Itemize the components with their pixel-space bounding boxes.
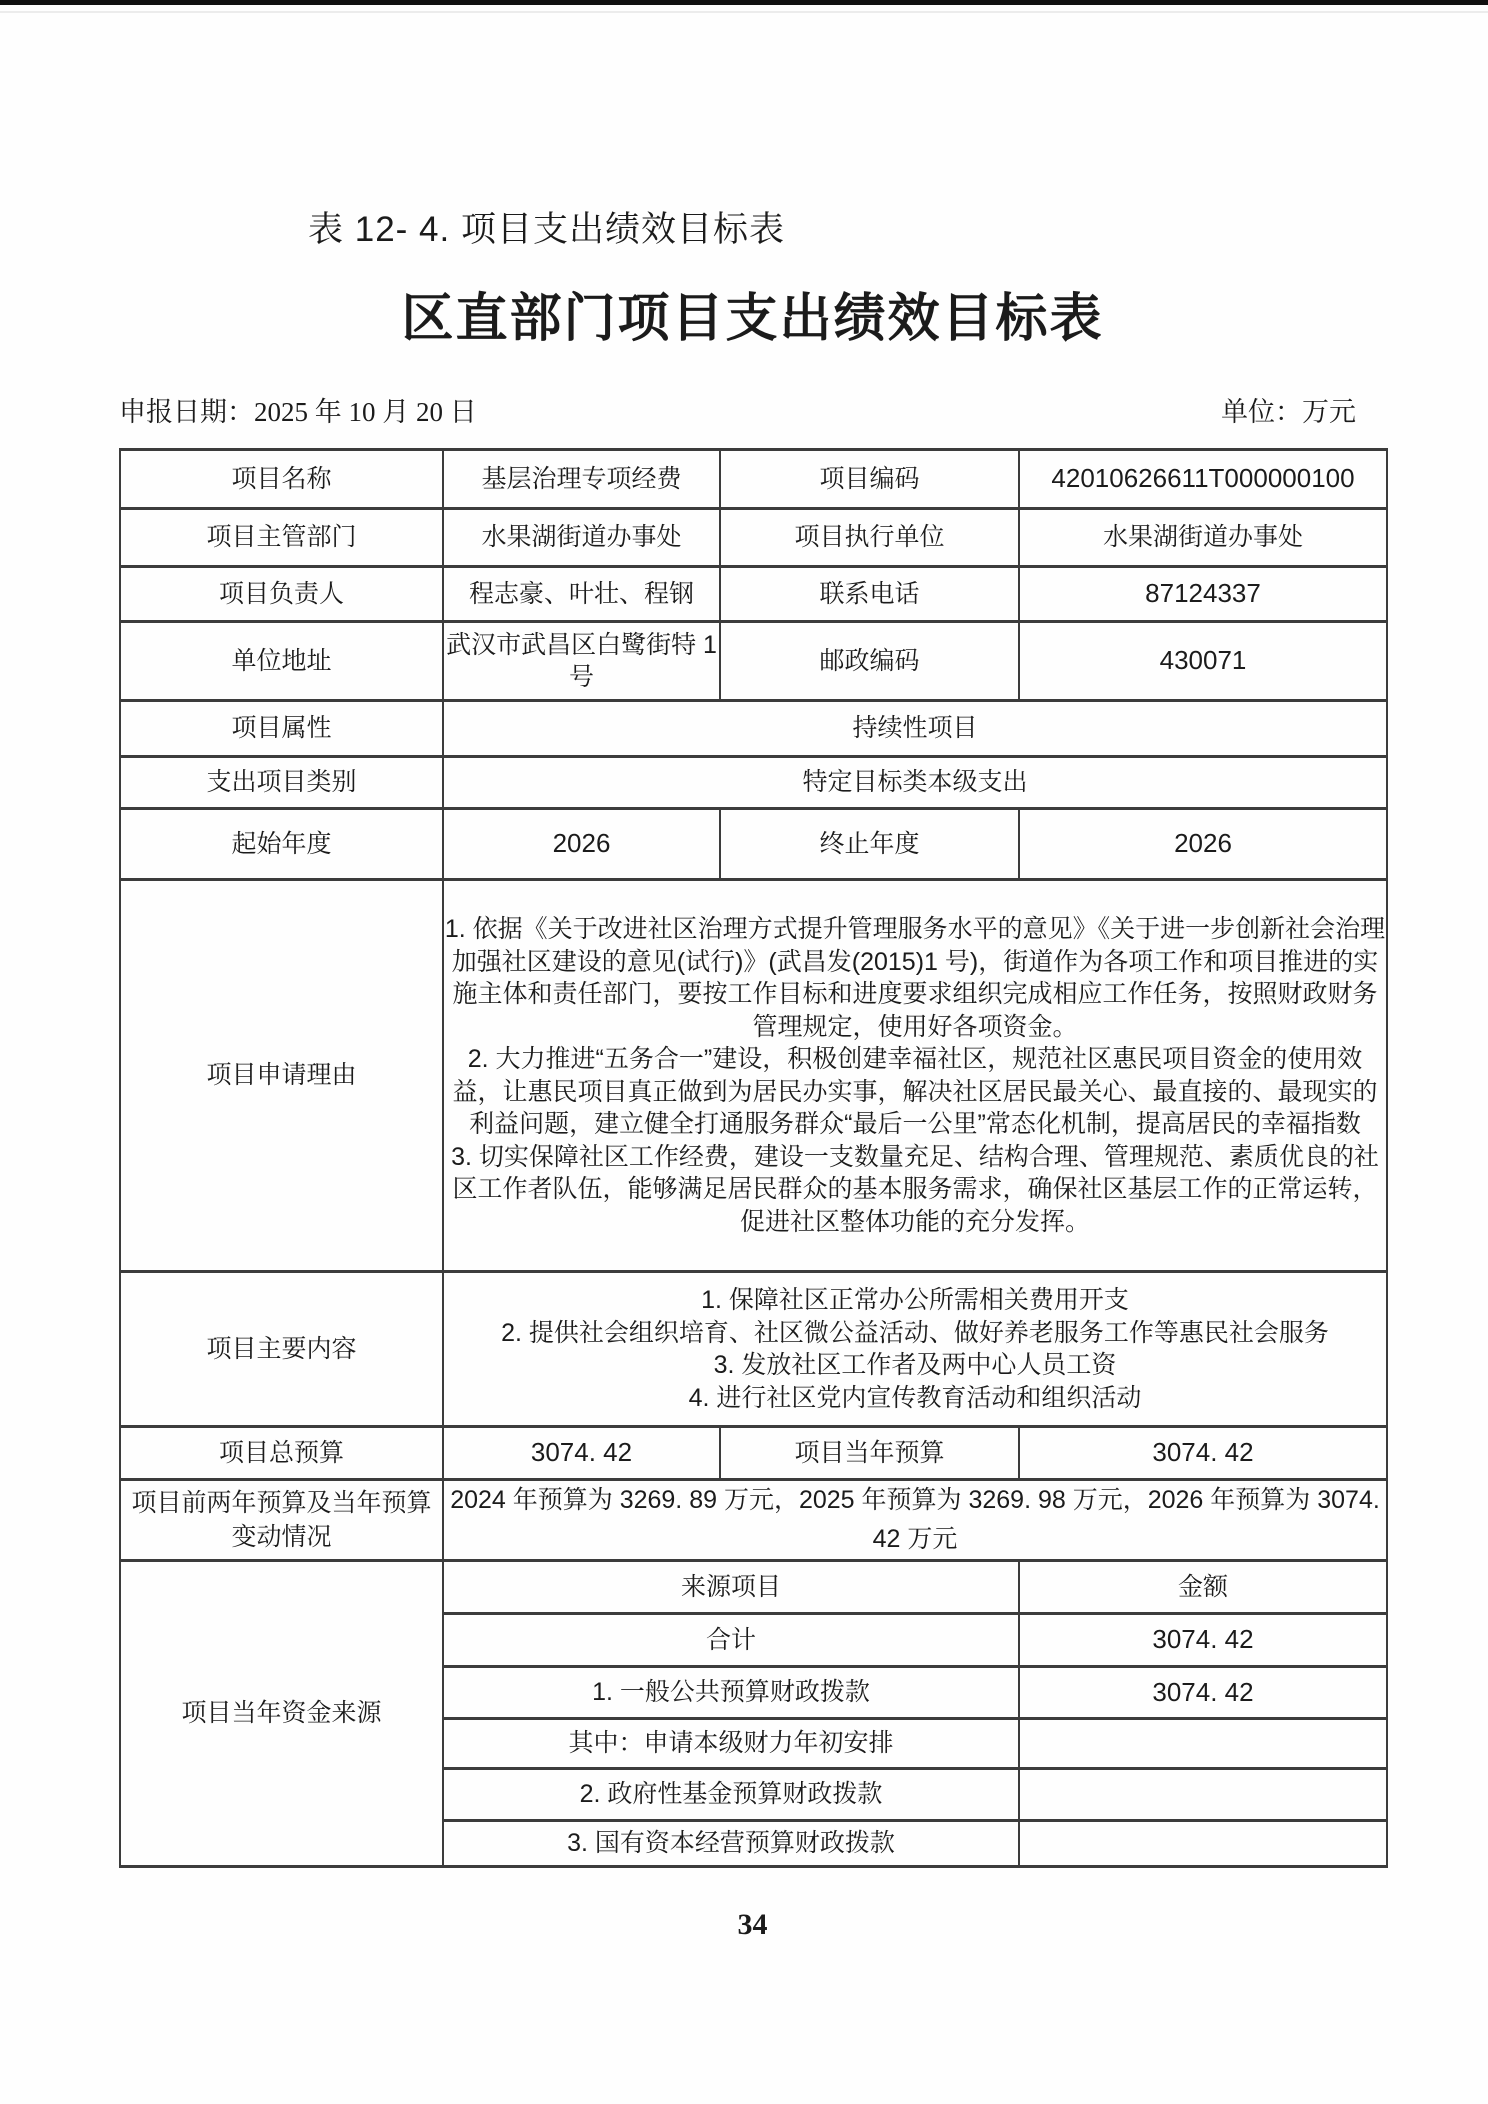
table-row <box>120 450 1387 509</box>
project-name-label: 项目名称 <box>120 450 443 509</box>
scan-top-shadow <box>0 11 1488 13</box>
dept-label: 项目主管部门 <box>120 509 443 567</box>
exec-unit-label: 项目执行单位 <box>720 509 1019 567</box>
table-row <box>120 567 1387 622</box>
reason-paragraph: 1. 依据《关于改进社区治理方式提升管理服务水平的意见》《关于进一步创新社会治理加强社区建设的意见(试行)》(武昌发(2015)1 号)，街道作为各项工作和项目推进的实施主体和责任部门，要按工作目标和进度要求组织完成相应工作任务，按照财政财务管理规定，使用好各项资金。 <box>444 915 1386 1041</box>
end-year-value: 2026 <box>1019 809 1387 880</box>
reason-paragraph: 2. 大力推进“五务合一”建设，积极创建幸福社区，规范社区惠民项目资金的使用效益，让惠民项目真正做到为居民办实事，解决社区居民最关心、最直接的、最现实的利益问题，建立健全打通服务群众“最后一公里”常态化机制，提高居民的幸福指数 <box>452 1045 1378 1138</box>
attribute-label: 项目属性 <box>120 701 443 757</box>
content-item: 1. 保障社区正常办公所需相关费用开支 <box>701 1286 1129 1314</box>
end-year-label: 终止年度 <box>720 809 1019 880</box>
funding-source-header: 来源项目 <box>443 1561 1019 1614</box>
table-row <box>120 1427 1387 1480</box>
funding-amount-item <box>1019 1719 1387 1769</box>
phone-label: 联系电话 <box>720 567 1019 622</box>
category-value: 特定目标类本级支出 <box>443 757 1387 809</box>
table-row <box>120 757 1387 809</box>
budget-total-value: 3074. 42 <box>443 1427 720 1480</box>
budget-total-label: 项目总预算 <box>120 1427 443 1480</box>
table-caption: 表 12- 4. 项目支出绩效目标表 <box>308 210 785 249</box>
reason-content <box>443 880 1387 1272</box>
unit-note: 单位：万元 <box>1221 397 1356 427</box>
project-name-value: 基层治理专项经费 <box>443 450 720 509</box>
page-number: 34 <box>737 1908 768 1941</box>
funding-amount-item <box>1019 1821 1387 1867</box>
meta-row <box>119 390 1386 429</box>
funding-amount-total: 3074. 42 <box>1019 1614 1387 1667</box>
funding-label: 项目当年资金来源 <box>120 1561 443 1867</box>
attribute-value: 持续性项目 <box>443 701 1387 757</box>
table-row <box>120 880 1387 1272</box>
funding-source-item: 1. 一般公共预算财政拨款 <box>443 1667 1019 1719</box>
leader-value: 程志豪、叶壮、程钢 <box>443 567 720 622</box>
start-year-label: 起始年度 <box>120 809 443 880</box>
funding-source-total: 合计 <box>443 1614 1019 1667</box>
category-label: 支出项目类别 <box>120 757 443 809</box>
postcode-label: 邮政编码 <box>720 622 1019 701</box>
content-item: 3. 发放社区工作者及两中心人员工资 <box>713 1351 1117 1379</box>
funding-source-item: 其中：申请本级财力年初安排 <box>443 1719 1019 1769</box>
table-row <box>120 1272 1387 1427</box>
address-label: 单位地址 <box>120 622 443 701</box>
budget-current-label: 项目当年预算 <box>720 1427 1019 1480</box>
address-value: 武汉市武昌区白鹭街特 1 号 <box>443 622 720 701</box>
table-row <box>120 1561 1387 1614</box>
funding-amount-item <box>1019 1769 1387 1821</box>
budget-history-label: 项目前两年预算及当年预算变动情况 <box>120 1480 443 1561</box>
project-code-label: 项目编码 <box>720 450 1019 509</box>
phone-value: 87124337 <box>1019 567 1387 622</box>
table-row <box>120 809 1387 880</box>
scan-top-edge <box>0 0 1488 5</box>
table-row <box>120 701 1387 757</box>
dept-value: 水果湖街道办事处 <box>443 509 720 567</box>
postcode-value: 430071 <box>1019 622 1387 701</box>
content-label: 项目主要内容 <box>120 1272 443 1427</box>
budget-history-value: 2024 年预算为 3269. 89 万元，2025 年预算为 3269. 98 万元，2026 年预算为 3074. 42 万元 <box>443 1480 1387 1561</box>
table-row <box>120 1480 1387 1561</box>
funding-source-item: 3. 国有资本经营预算财政拨款 <box>443 1821 1019 1867</box>
table-row <box>120 509 1387 567</box>
start-year-value: 2026 <box>443 809 720 880</box>
exec-unit-value: 水果湖街道办事处 <box>1019 509 1387 567</box>
budget-current-value: 3074. 42 <box>1019 1427 1387 1480</box>
reason-label: 项目申请理由 <box>120 880 443 1272</box>
funding-source-item: 2. 政府性基金预算财政拨款 <box>443 1769 1019 1821</box>
content-items <box>443 1272 1387 1427</box>
leader-label: 项目负责人 <box>120 567 443 622</box>
funding-amount-item: 3074. 42 <box>1019 1667 1387 1719</box>
content-item: 4. 进行社区党内宣传教育活动和组织活动 <box>688 1383 1142 1412</box>
declare-date: 申报日期：2025 年 10 月 20 日 <box>119 397 477 427</box>
page-title: 区直部门项目支出绩效目标表 <box>401 290 1104 348</box>
project-code-value: 42010626611T000000100 <box>1019 450 1387 509</box>
content-item: 2. 提供社会组织培育、社区微公益活动、做好养老服务工作等惠民社会服务 <box>501 1318 1329 1347</box>
table-row <box>120 622 1387 701</box>
performance-target-table <box>119 448 1388 1868</box>
reason-paragraph: 3. 切实保障社区工作经费，建设一支数量充足、结构合理、管理规范、素质优良的社区工作者队伍，能够满足居民群众的基本服务需求，确保社区基层工作的正常运转，促进社区整体功能的充分发挥。 <box>451 1142 1379 1236</box>
funding-amount-header: 金额 <box>1019 1561 1387 1614</box>
